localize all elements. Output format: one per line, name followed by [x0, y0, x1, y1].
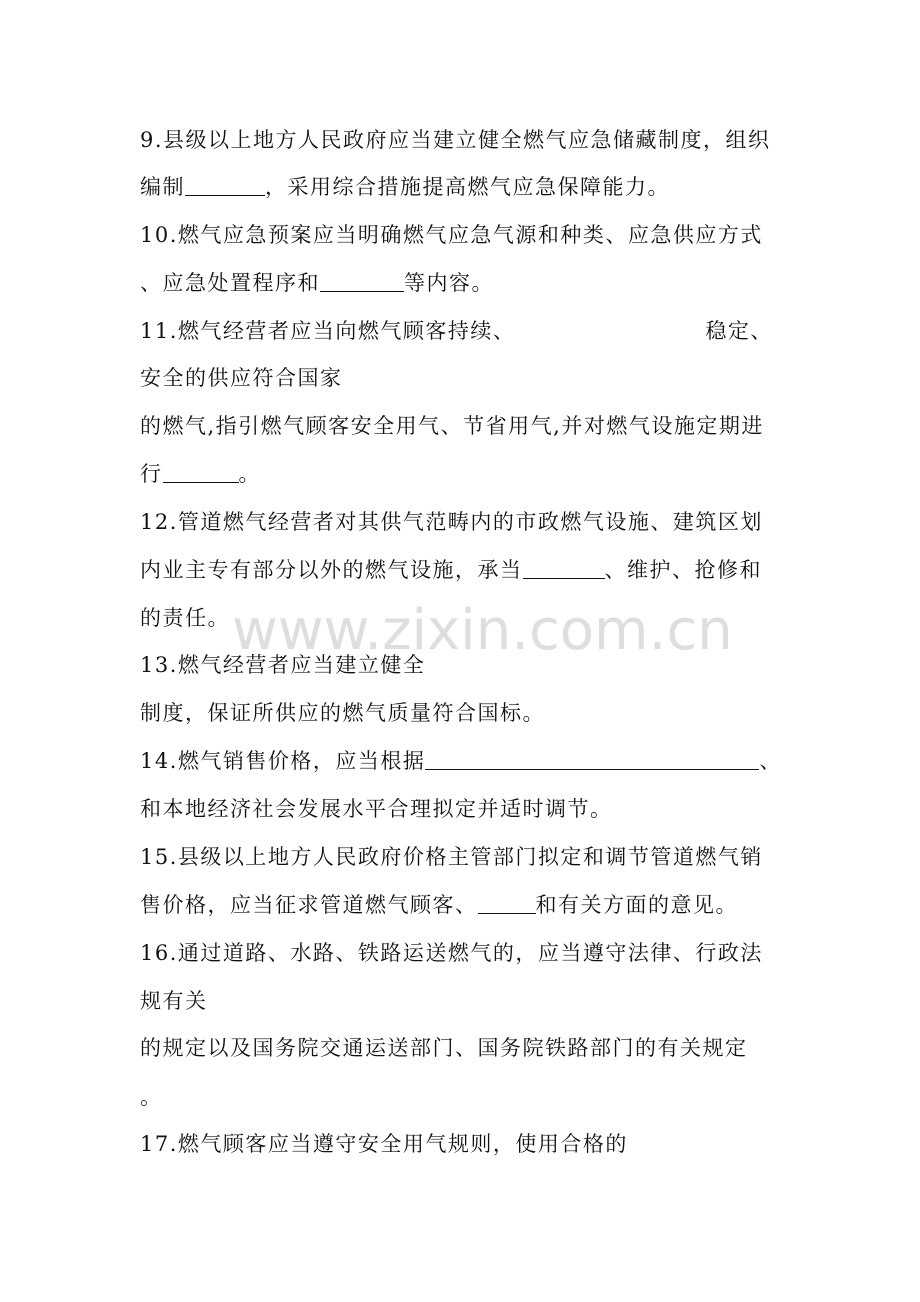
- text-line-q11-cont: [140, 411, 764, 441]
- line-text: 17.燃气顾客应当遵守安全用气规则，使用合格的: [140, 1132, 628, 1156]
- text-line-q15: [140, 842, 763, 872]
- line-text: 和有关方面的意见。: [535, 893, 738, 917]
- line-text: 12.管道燃气经营者对其供气范畴内的市政燃气设施、建筑区划: [140, 510, 763, 534]
- text-line-q12-cont: [140, 555, 762, 585]
- line-text: 的规定以及国务院交通运送部门、国务院铁路部门的有关规定: [140, 1036, 748, 1060]
- text-line-q16-cont: [140, 1082, 163, 1112]
- line-text: 的燃气,指引燃气顾客安全用气、节省用气,并对燃气设施定期进: [140, 414, 764, 438]
- line-text: 等内容。: [404, 271, 494, 295]
- line-text: 规有关: [140, 989, 208, 1013]
- text-line-q9-cont: [140, 172, 670, 202]
- text-line-q16-cont: [140, 986, 208, 1016]
- text-line-q11-cont: [140, 459, 261, 489]
- line-text: 。: [140, 1085, 163, 1109]
- line-text: 15.县级以上地方人民政府价格主管部门拟定和调节管道燃气销: [140, 845, 763, 869]
- line-text: 。: [238, 462, 261, 486]
- line-text: 售价格，应当征求管道燃气顾客、: [140, 893, 478, 917]
- text-line-q16: [140, 938, 763, 968]
- line-text: 的责任。: [140, 606, 230, 630]
- text-line-q15-cont: [140, 890, 738, 920]
- text-line-q17: [140, 1129, 628, 1159]
- line-text: 稳定、: [705, 319, 773, 343]
- fill-blank: [185, 173, 265, 196]
- line-text: 编制: [140, 175, 185, 199]
- text-line-q9: [140, 125, 771, 155]
- line-text: 、: [759, 749, 782, 773]
- text-line-q14: [140, 746, 782, 776]
- text-line-q11-cont: [140, 363, 343, 393]
- line-text: 、应急处置程序和: [140, 271, 320, 295]
- line-text: 内业主专有部分以外的燃气设施，承当: [140, 558, 523, 582]
- fill-blank: [523, 556, 605, 579]
- line-text: 行: [140, 462, 163, 486]
- text-line-q10: [140, 220, 763, 250]
- text-line-q11: [140, 316, 773, 346]
- line-text: 11.燃气经营者应当向燃气顾客持续、: [140, 319, 516, 343]
- line-text: 13.燃气经营者应当建立健全: [140, 653, 426, 677]
- text-line-q12-cont: [140, 603, 230, 633]
- fill-blank: [163, 460, 239, 483]
- watermark: www.zixin.com.cn: [232, 598, 733, 663]
- line-text: ，采用综合措施提高燃气应急保障能力。: [265, 175, 670, 199]
- line-text: 9.县级以上地方人民政府应当建立健全燃气应急储藏制度，组织: [140, 128, 771, 152]
- line-text: 安全的供应符合国家: [140, 366, 343, 390]
- line-text: 制度，保证所供应的燃气质量符合国标。: [140, 701, 545, 725]
- line-text: 和本地经济社会发展水平合理拟定并适时调节。: [140, 797, 613, 821]
- text-line-q12: [140, 507, 763, 537]
- fill-blank: [425, 747, 759, 770]
- text-line-q16-cont: [140, 1033, 748, 1063]
- line-text: 10.燃气应急预案应当明确燃气应急气源和种类、应急供应方式: [140, 223, 763, 247]
- text-line-q14-cont: [140, 794, 613, 824]
- line-text: 、维护、抢修和: [604, 558, 762, 582]
- text-line-q10-cont: [140, 268, 494, 298]
- fill-blank: [320, 269, 404, 292]
- line-text: 14.燃气销售价格，应当根据: [140, 749, 426, 773]
- text-line-q13-cont: [140, 698, 545, 728]
- fill-blank: [478, 891, 536, 914]
- line-text: 16.通过道路、水路、铁路运送燃气的，应当遵守法律、行政法: [140, 941, 763, 965]
